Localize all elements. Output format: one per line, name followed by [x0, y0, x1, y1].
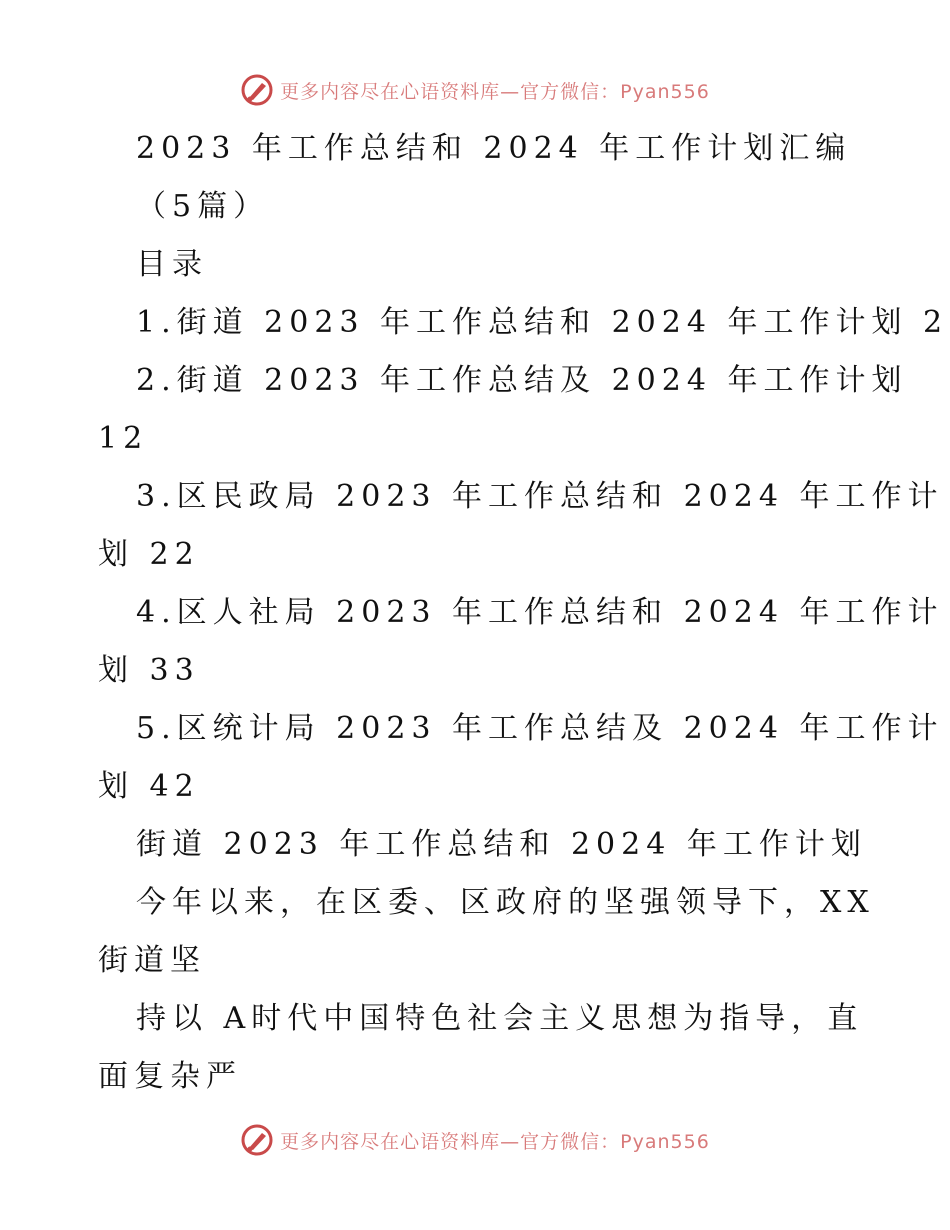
toc-heading: 目录	[136, 247, 208, 282]
watermark-text: 更多内容尽在心语资料库—官方微信：Pyan556	[280, 1130, 710, 1153]
toc-item-2: 2.街道 2023 年工作总结及 2024 年工作计划	[136, 363, 908, 398]
document-title-line-1: 2023 年工作总结和 2024 年工作计划汇编	[136, 131, 852, 166]
paragraph-1-line-1: 今年以来，在区委、区政府的坚强领导下，XX	[136, 885, 875, 920]
section-title: 街道 2023 年工作总结和 2024 年工作计划	[136, 827, 867, 862]
watermark-text: 更多内容尽在心语资料库—官方微信：Pyan556	[280, 80, 710, 103]
toc-item-3: 3.区民政局 2023 年工作总结和 2024 年工作计	[136, 479, 944, 514]
toc-item-5: 5.区统计局 2023 年工作总结及 2024 年工作计	[136, 711, 944, 746]
toc-item-2-page: 12	[98, 421, 149, 456]
toc-item-1: 1.街道 2023 年工作总结和 2024 年工作计划 2	[136, 305, 949, 340]
toc-item-4: 4.区人社局 2023 年工作总结和 2024 年工作计	[136, 595, 944, 630]
document-title-line-2: （5篇）	[136, 189, 270, 224]
toc-item-4-page: 划 33	[98, 653, 200, 688]
paragraph-2-line-1: 持以 A时代中国特色社会主义思想为指导，直	[136, 1001, 864, 1036]
pen-logo-icon	[240, 73, 274, 107]
paragraph-1-line-2: 街道坚	[98, 943, 206, 978]
watermark-footer	[0, 1120, 950, 1160]
document-body	[98, 120, 949, 1106]
watermark-header	[0, 70, 950, 110]
toc-item-5-page: 划 42	[98, 769, 200, 804]
pen-logo-icon	[240, 1123, 274, 1157]
toc-item-3-page: 划 22	[98, 537, 200, 572]
paragraph-2-line-2: 面复杂严	[98, 1059, 242, 1094]
